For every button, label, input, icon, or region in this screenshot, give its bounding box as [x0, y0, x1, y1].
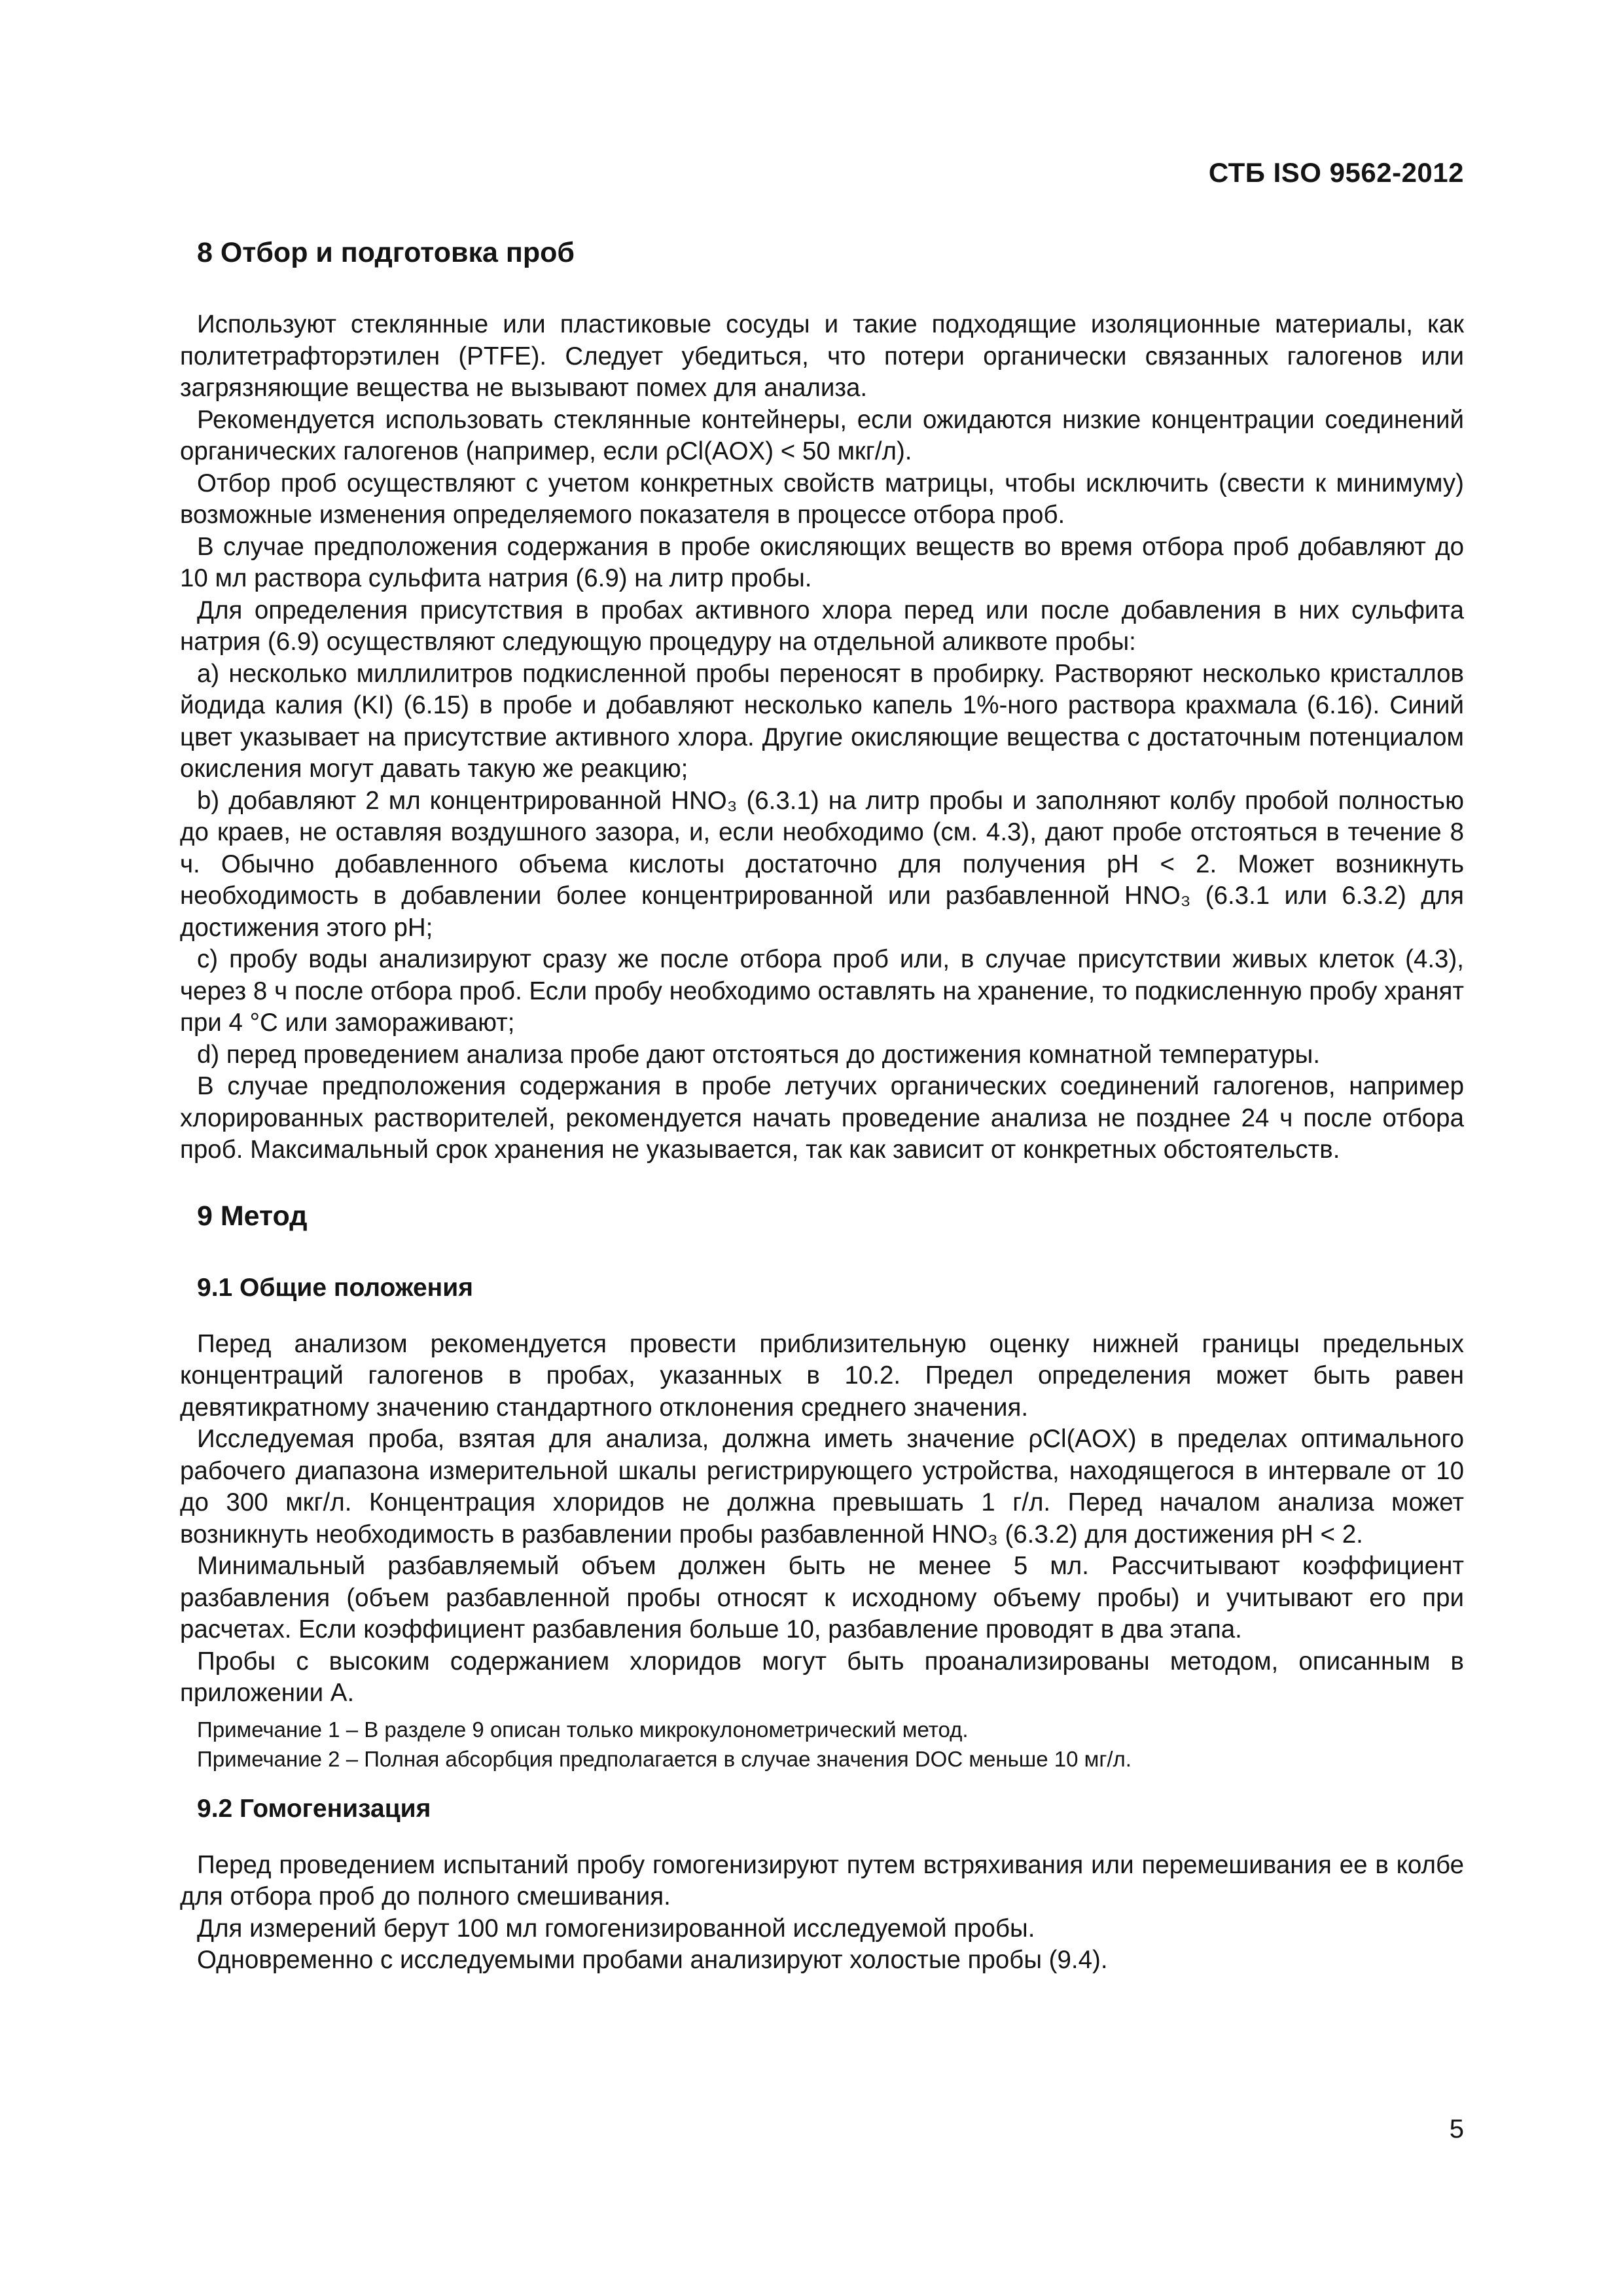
paragraph: Пробы с высоким содержанием хлоридов могут быть проанализированы методом, описанным в приложении А.: [180, 1647, 1464, 1707]
list-item-d: d) перед проведением анализа пробе дают отстояться до достижения комнатной температуры.: [197, 1040, 1321, 1069]
section-8-title: 8 Отбор и подготовка проб: [197, 237, 575, 268]
note-1: Примечание 1 – В разделе 9 описан только микрокулонометрический метод.: [197, 1717, 969, 1742]
standard-code: СТБ ISO 9562-2012: [1208, 157, 1464, 188]
list-item-b: b) добавляют 2 мл концентрированной HNO₃ (6.3.1) на литр пробы и заполняют колбу пробой полностью до краев, не оставляя воздушного зазора, и, если необходимо (см. 4.3), дают пробе отстояться в течение 8 ч. Обычно добавленного объема кислоты достаточно для получения pH < 2. Может возникнуть необходимость в добавлении более концентрированной или разбавленной HNO₃ (6.3.1 или 6.3.2) для достижения этого pH;: [180, 786, 1464, 942]
list-item-c: c) пробу воды анализируют сразу же после отбора проб или, в случае присутствии живых клеток (4.3), через 8 ч после отбора проб. Если пробу необходимо оставлять на хранение, то подкисленную пробу хранят при 4 °C или замораживают;: [180, 945, 1464, 1037]
paragraph: Минимальный разбавляемый объем должен быть не менее 5 мл. Рассчитывают коэффициент разбавления (объем разбавленной пробы относят к исходному объему пробы) и учитывают его при расчетах. Если коэффициент разбавления больше 10, разбавление проводят в два этапа.: [180, 1552, 1464, 1643]
paragraph: В случае предположения содержания в пробе окисляющих веществ во время отбора проб добавляют до 10 мл раствора сульфита натрия (6.9) на литр пробы.: [180, 532, 1464, 592]
paragraph: Одновременно с исследуемыми пробами анализируют холостые пробы (9.4).: [197, 1946, 1108, 1974]
document-body: [180, 236, 1464, 1977]
page-number: 5: [1449, 2115, 1464, 2144]
paragraph: Для измерений берут 100 мл гомогенизированной исследуемой пробы.: [197, 1914, 1035, 1943]
paragraph: Рекомендуется использовать стеклянные контейнеры, если ожидаются низкие концентрации соединений органических галогенов (например, если ρCl(AOX) < 50 мкг/л).: [180, 405, 1464, 465]
subsection-9-1-title: 9.1 Общие положения: [197, 1273, 473, 1302]
paragraph: Исследуемая проба, взятая для анализа, должна иметь значение ρCl(AOX) в пределах оптимального рабочего диапазона измерительной шкалы регистрирующего устройства, находящегося в интервале от 10 до 300 мкг/л. Концентрация хлоридов не должна превышать 1 г/л. Перед началом анализа может возникнуть необходимость в разбавлении пробы разбавленной HNO₃ (6.3.2) для достижения pH < 2.: [180, 1425, 1464, 1549]
paragraph: Для определения присутствия в пробах активного хлора перед или после добавления в них сульфита натрия (6.9) осуществляют следующую процедуру на отдельной аликвоте пробы:: [180, 596, 1464, 656]
section-9-title: 9 Метод: [197, 1200, 308, 1232]
notes-block: [180, 1715, 1464, 1774]
list-item-a: a) несколько миллилитров подкисленной пробы переносят в пробирку. Растворяют несколько кристаллов йодида калия (KI) (6.15) в пробе и добавляют несколько капель 1%-ного раствора крахмала (6.16). Синий цвет указывает на присутствие активного хлора. Другие окисляющие вещества с достаточным потенциалом окисления могут давать такую же реакцию;: [180, 659, 1464, 783]
subsection-9-2-title: 9.2 Гомогенизация: [197, 1794, 431, 1823]
paragraph: В случае предположения содержания в пробе летучих органических соединений галогенов, например хлорированных растворителей, рекомендуется начать проведение анализа не позднее 24 ч после отбора проб. Максимальный срок хранения не указывается, так как зависит от конкретных обстоятельств.: [180, 1072, 1464, 1164]
paragraph: Отбор проб осуществляют с учетом конкретных свойств матрицы, чтобы исключить (свести к минимуму) возможные изменения определяемого показателя в процессе отбора проб.: [180, 469, 1464, 529]
note-2: Примечание 2 – Полная абсорбция предполагается в случае значения DOC меньше 10 мг/л.: [197, 1746, 1132, 1771]
paragraph: Перед проведением испытаний пробу гомогенизируют путем встряхивания или перемешивания ее в колбе для отбора проб до полного смешивания.: [180, 1850, 1464, 1910]
paragraph: Перед анализом рекомендуется провести приблизительную оценку нижней границы предельных концентраций галогенов в пробах, указанных в 10.2. Предел определения может быть равен девятикратному значению стандартного отклонения среднего значения.: [180, 1329, 1464, 1422]
paragraph: Используют стеклянные или пластиковые сосуды и такие подходящие изоляционные материалы, как политетрафторэтилен (PTFE). Следует убедиться, что потери органически связанных галогенов или загрязняющие вещества не вызывают помех для анализа.: [180, 310, 1464, 402]
